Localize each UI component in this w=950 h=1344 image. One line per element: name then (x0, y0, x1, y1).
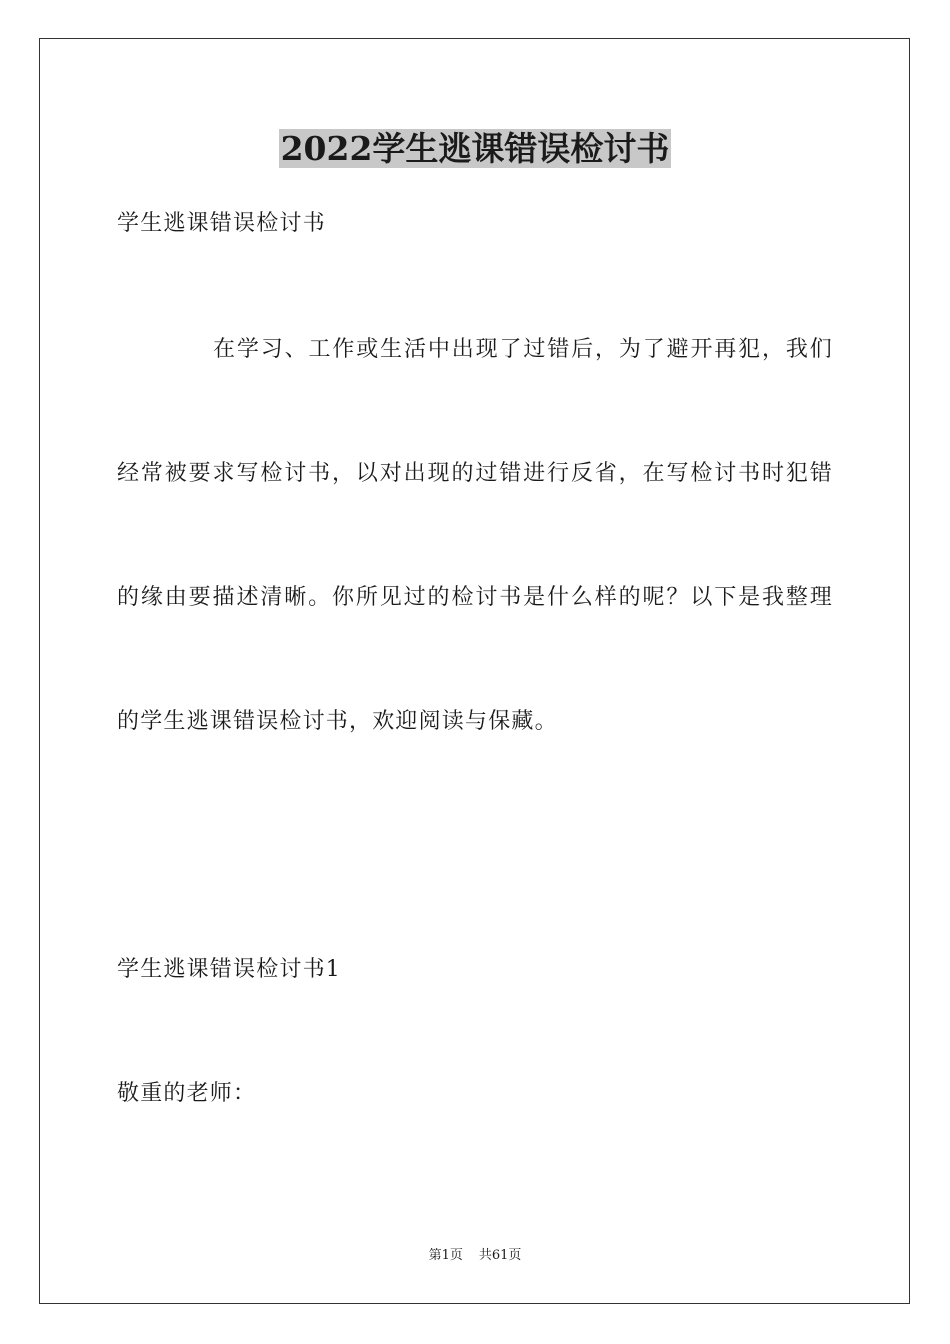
title-text: 2022学生逃课错误检讨书 (280, 129, 670, 168)
paragraph-line-3: 的缘由要描述清晰。你所见过的检讨书是什么样的呢？以下是我整理 (117, 585, 833, 610)
section-heading: 学生逃课错误检讨书1 (117, 957, 341, 982)
page-footer (0, 1247, 950, 1265)
salutation: 敬重的老师： (117, 1081, 257, 1106)
page-number: 第1页 (428, 1248, 463, 1263)
paragraph-line-2: 经常被要求写检讨书，以对出现的过错进行反省，在写检讨书时犯错 (117, 461, 833, 486)
paragraph-line-4: 的学生逃课错误检讨书，欢迎阅读与保藏。 (117, 709, 558, 734)
page-total: 共61页 (478, 1248, 522, 1263)
document-subtitle: 学生逃课错误检讨书 (117, 211, 326, 236)
document-title (0, 128, 950, 170)
paragraph-line-1: 在学习、工作或生活中出现了过错后，为了避开再犯，我们 (213, 337, 833, 362)
